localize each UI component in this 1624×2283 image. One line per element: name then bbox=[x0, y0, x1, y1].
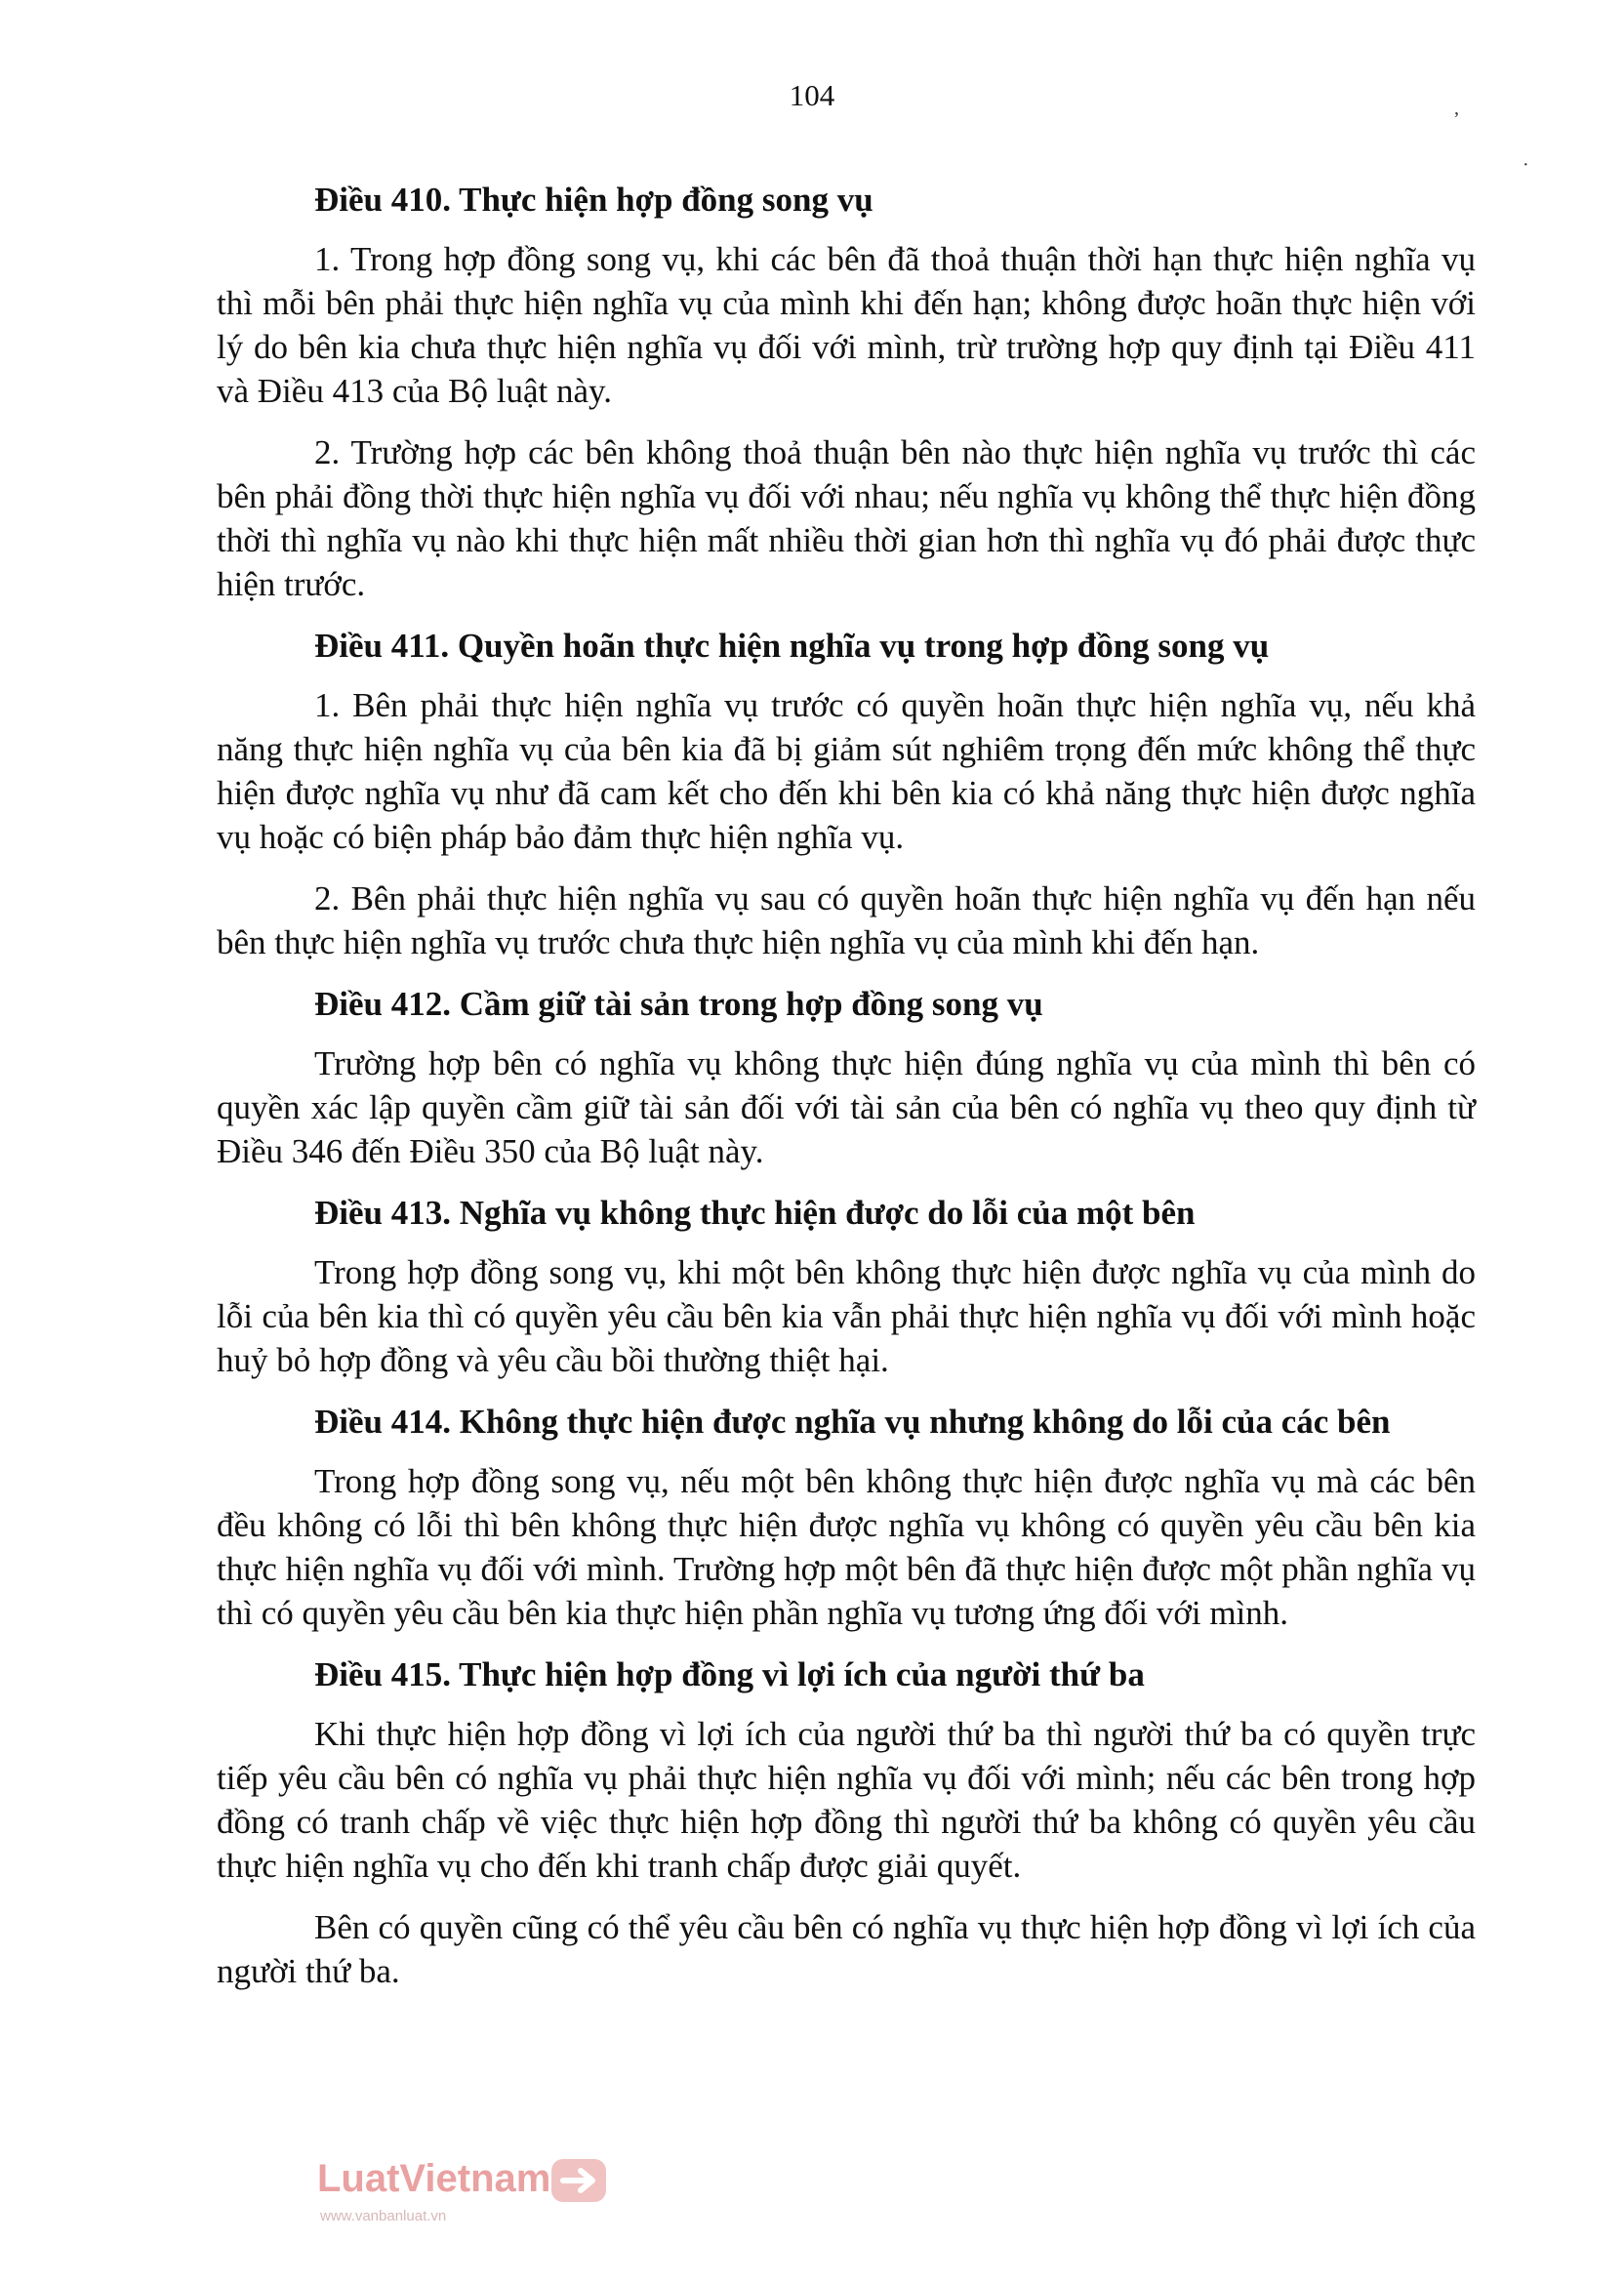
page-number: 104 bbox=[789, 78, 835, 112]
scan-speck: · bbox=[1522, 154, 1529, 176]
article-414 bbox=[217, 1400, 1476, 1635]
article-heading: Điều 412. Cầm giữ tài sản trong hợp đồng song vụ bbox=[314, 985, 1043, 1023]
article-paragraph: Bên có quyền cũng có thể yêu cầu bên có nghĩa vụ thực hiện hợp đồng vì lợi ích của người thứ ba. bbox=[217, 1908, 1476, 1990]
article-paragraph: Trong hợp đồng song vụ, khi một bên không thực hiện được nghĩa vụ của mình do lỗi của bên kia thì có quyền yêu cầu bên kia vẫn phải thực hiện nghĩa vụ đối với mình hoặc huỷ bỏ hợp đồng và yêu cầu bồi thường thiệt hại. bbox=[217, 1253, 1476, 1379]
article-411 bbox=[217, 624, 1476, 964]
watermark-url: www.vanbanluat.vn bbox=[320, 2208, 447, 2224]
article-412 bbox=[217, 982, 1476, 1173]
article-heading: Điều 410. Thực hiện hợp đồng song vụ bbox=[314, 181, 873, 219]
article-paragraph: Khi thực hiện hợp đồng vì lợi ích của người thứ ba thì người thứ ba có quyền trực tiếp yêu cầu bên có nghĩa vụ phải thực hiện nghĩa vụ đối với mình; nếu các bên trong hợp đồng có tranh chấp về việc thực hiện hợp đồng thì người thứ ba không có quyền yêu cầu thực hiện nghĩa vụ cho đến khi tranh chấp được giải quyết. bbox=[217, 1715, 1476, 1885]
article-paragraph: 2. Bên phải thực hiện nghĩa vụ sau có quyền hoãn thực hiện nghĩa vụ đến hạn nếu bên thực hiện nghĩa vụ trước chưa thực hiện nghĩa vụ của mình khi đến hạn. bbox=[217, 879, 1476, 961]
document-body bbox=[217, 178, 1476, 2011]
scan-speck: , bbox=[1454, 98, 1459, 119]
article-paragraph: Trường hợp bên có nghĩa vụ không thực hiện đúng nghĩa vụ của mình thì bên có quyền xác lập quyền cầm giữ tài sản đối với tài sản của bên có nghĩa vụ theo quy định từ Điều 346 đến Điều 350 của Bộ luật này. bbox=[217, 1044, 1476, 1170]
article-paragraph: 2. Trường hợp các bên không thoả thuận bên nào thực hiện nghĩa vụ trước thì các bên phải đồng thời thực hiện nghĩa vụ đối với nhau; nếu nghĩa vụ không thể thực hiện đồng thời thì nghĩa vụ nào khi thực hiện mất nhiều thời gian hơn thì nghĩa vụ đó phải được thực hiện trước. bbox=[217, 433, 1476, 603]
article-heading: Điều 413. Nghĩa vụ không thực hiện được do lỗi của một bên bbox=[314, 1194, 1196, 1232]
article-paragraph: 1. Trong hợp đồng song vụ, khi các bên đã thoả thuận thời hạn thực hiện nghĩa vụ thì mỗi bên phải thực hiện nghĩa vụ của mình khi đến hạn; không được hoãn thực hiện với lý do bên kia chưa thực hiện nghĩa vụ đối với mình, trừ trường hợp quy định tại Điều 411 và Điều 413 của Bộ luật này. bbox=[217, 240, 1476, 410]
article-415 bbox=[217, 1652, 1476, 1993]
article-heading: Điều 414. Không thực hiện được nghĩa vụ nhưng không do lỗi của các bên bbox=[314, 1403, 1391, 1441]
arrow-icon bbox=[549, 2157, 608, 2204]
article-paragraph: Trong hợp đồng song vụ, nếu một bên không thực hiện được nghĩa vụ mà các bên đều không có lỗi thì bên không thực hiện được nghĩa vụ không có quyền yêu cầu bên kia thực hiện nghĩa vụ đối với mình. Trường hợp một bên đã thực hiện được một phần nghĩa vụ thì có quyền yêu cầu bên kia thực hiện phần nghĩa vụ tương ứng đối với mình. bbox=[217, 1462, 1476, 1632]
article-413 bbox=[217, 1191, 1476, 1382]
article-410 bbox=[217, 178, 1476, 606]
article-heading: Điều 415. Thực hiện hợp đồng vì lợi ích của người thứ ba bbox=[314, 1655, 1145, 1693]
article-heading: Điều 411. Quyền hoãn thực hiện nghĩa vụ trong hợp đồng song vụ bbox=[314, 627, 1270, 665]
article-paragraph: 1. Bên phải thực hiện nghĩa vụ trước có quyền hoãn thực hiện nghĩa vụ, nếu khả năng thực hiện nghĩa vụ của bên kia đã bị giảm sút nghiêm trọng đến mức không thể thực hiện được nghĩa vụ như đã cam kết cho đến khi bên kia có khả năng thực hiện được nghĩa vụ hoặc có biện pháp bảo đảm thực hiện nghĩa vụ. bbox=[217, 686, 1476, 856]
watermark-logo bbox=[317, 2157, 610, 2235]
watermark-brand: LuatVietnam bbox=[317, 2157, 551, 2200]
